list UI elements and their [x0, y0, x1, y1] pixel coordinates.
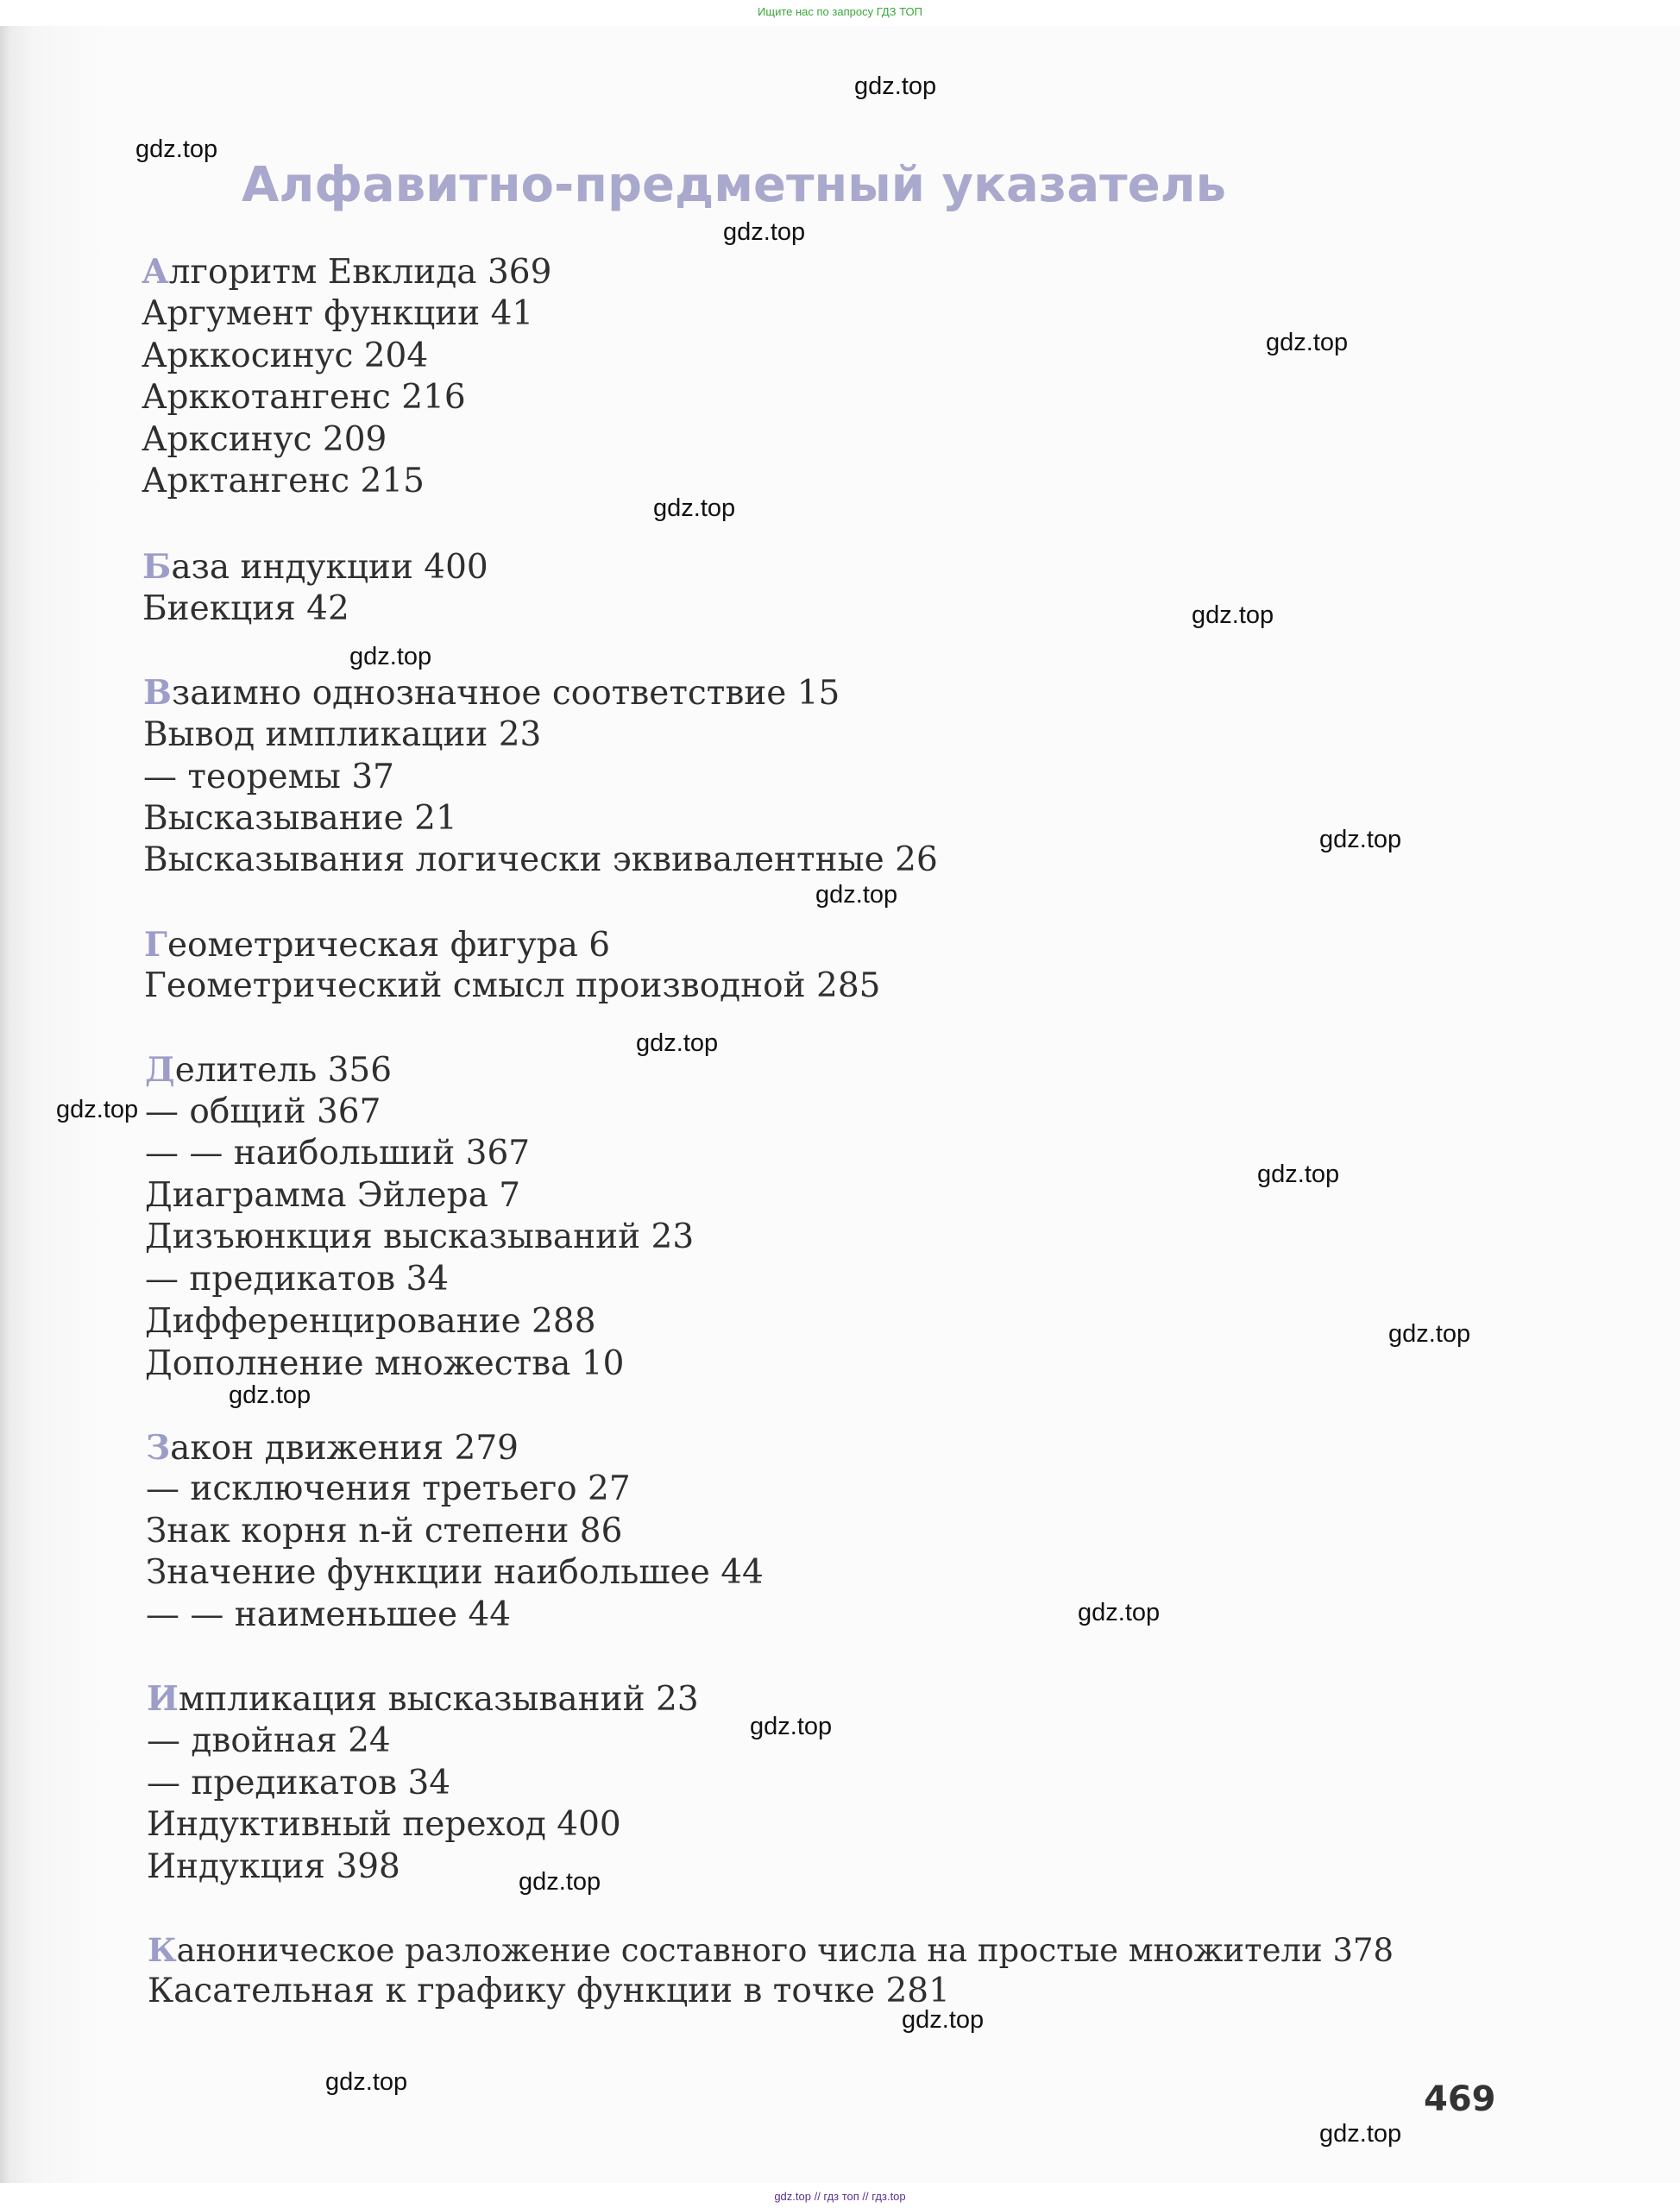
index-entry	[143, 715, 541, 755]
entry-text: Арккосинус 204	[142, 337, 429, 375]
letter-initial: З	[146, 1428, 171, 1468]
index-entry	[145, 1302, 596, 1342]
entry-text: Биекция 42	[142, 589, 349, 628]
index-entry	[144, 966, 881, 1006]
entry-text: — исключения третьего 27	[146, 1469, 631, 1508]
entry-text: аза индукции 400	[171, 548, 488, 587]
index-entry	[142, 589, 349, 629]
index-entry	[142, 547, 488, 588]
index-entry	[143, 758, 394, 797]
index-entry	[142, 294, 533, 334]
entry-text: елитель 356	[174, 1051, 393, 1090]
entry-text: Высказывание 21	[143, 799, 457, 838]
watermark: gdz.top	[1192, 601, 1274, 629]
index-entry	[145, 1217, 694, 1257]
index-entry	[147, 1764, 450, 1803]
entry-text: еометрическая фигура 6	[167, 926, 611, 965]
index-entry	[145, 1134, 530, 1173]
watermark: gdz.top	[229, 1381, 311, 1409]
index-entry	[147, 1805, 621, 1845]
index-entry	[146, 1553, 764, 1593]
index-entry	[147, 1847, 400, 1887]
index-entry	[143, 673, 840, 714]
watermark: gdz.top	[325, 2068, 408, 2096]
letter-initial: Г	[144, 925, 167, 965]
entry-text: — теоремы 37	[143, 758, 394, 796]
index-entry	[147, 1721, 391, 1761]
page-number: 469	[1424, 2079, 1496, 2119]
index-entry	[148, 1930, 1394, 1971]
watermark: gdz.top	[519, 1868, 601, 1896]
index-entry	[145, 1260, 449, 1299]
entry-text: — предикатов 34	[147, 1764, 451, 1802]
page-title: Алфавитно-предметный указатель	[242, 157, 1226, 213]
letter-initial: В	[143, 673, 172, 713]
index-entry	[146, 1428, 519, 1469]
watermark: gdz.top	[1319, 2120, 1402, 2148]
entry-text: — двойная 24	[147, 1721, 391, 1760]
letter-initial: Д	[145, 1050, 175, 1090]
index-entry	[142, 420, 387, 460]
watermark: gdz.top	[1319, 826, 1402, 853]
index-entry	[142, 337, 428, 376]
bottom-note: gdz.top // гдз топ // гдз.top	[774, 2190, 906, 2203]
index-entry	[146, 1512, 622, 1551]
watermark: gdz.top	[750, 1713, 833, 1740]
index-entry	[145, 1050, 392, 1091]
watermark: gdz.top	[1078, 1599, 1161, 1626]
entry-text: — общий 367	[145, 1092, 381, 1131]
watermark: gdz.top	[1388, 1320, 1471, 1348]
entry-text: Индукция 398	[147, 1847, 400, 1886]
entry-text: акон движения 279	[170, 1429, 519, 1468]
index-entry	[145, 1344, 624, 1384]
entry-text: Дополнение множества 10	[145, 1344, 625, 1383]
watermark: gdz.top	[56, 1096, 139, 1123]
index-entry	[143, 840, 938, 880]
entry-text: — — наименьшее 44	[146, 1595, 512, 1634]
watermark: gdz.top	[349, 643, 432, 670]
letter-initial: И	[147, 1679, 179, 1719]
watermark: gdz.top	[815, 881, 898, 909]
entry-text: Арксинус 209	[142, 420, 387, 459]
index-entry	[143, 799, 457, 839]
watermark: gdz.top	[723, 218, 806, 246]
entry-text: Дизъюнкция высказываний 23	[145, 1217, 695, 1256]
index-entry	[144, 925, 610, 966]
index-entry	[142, 378, 466, 418]
entry-text: аноническое разложение составного числа на простые множители 378	[176, 1932, 1394, 1969]
entry-text: — — наибольший 367	[145, 1134, 531, 1173]
watermark: gdz.top	[636, 1029, 719, 1057]
entry-text: Значение функции наибольшее 44	[146, 1553, 764, 1592]
entry-text: Геометрический смысл производной 285	[144, 966, 881, 1005]
entry-text: Знак корня n-й степени 86	[146, 1512, 623, 1551]
letter-initial: Б	[142, 547, 172, 587]
entry-text: — предикатов 34	[145, 1260, 450, 1299]
entry-text: Индуктивный переход 400	[147, 1805, 621, 1844]
entry-text: Арккотангенс 216	[142, 378, 466, 417]
index-entry	[142, 462, 425, 501]
index-entry	[148, 1972, 950, 2011]
entry-text: Высказывания логически эквивалентные 26	[143, 840, 938, 879]
letter-initial: А	[142, 252, 169, 292]
watermark: gdz.top	[135, 135, 218, 163]
entry-text: Касательная к графику функции в точке 281	[148, 1972, 950, 2010]
index-entry	[145, 1176, 520, 1216]
entry-text: Арктангенс 215	[142, 462, 425, 500]
letter-initial: К	[148, 1931, 177, 1969]
entry-text: Вывод импликации 23	[143, 715, 542, 754]
watermark: gdz.top	[1257, 1161, 1340, 1188]
entry-text: Диаграмма Эйлера 7	[145, 1176, 521, 1215]
watermark: gdz.top	[902, 2006, 985, 2034]
watermark: gdz.top	[1266, 329, 1349, 356]
entry-text: Аргумент функции 41	[142, 294, 534, 333]
entry-text: мпликация высказываний 23	[178, 1680, 699, 1719]
top-note: Ищите нас по запросу ГДЗ ТОП	[758, 5, 922, 18]
index-entry	[146, 1469, 631, 1509]
index-entry	[147, 1679, 699, 1720]
entry-text: заимно однозначное соответствие 15	[171, 674, 840, 713]
index-entry	[146, 1595, 511, 1635]
index-entry	[145, 1092, 381, 1132]
watermark: gdz.top	[854, 72, 937, 100]
watermark: gdz.top	[653, 494, 736, 522]
index-entry	[142, 252, 551, 293]
entry-text: Дифференцирование 288	[145, 1302, 596, 1341]
entry-text: лгоритм Евклида 369	[168, 253, 552, 292]
